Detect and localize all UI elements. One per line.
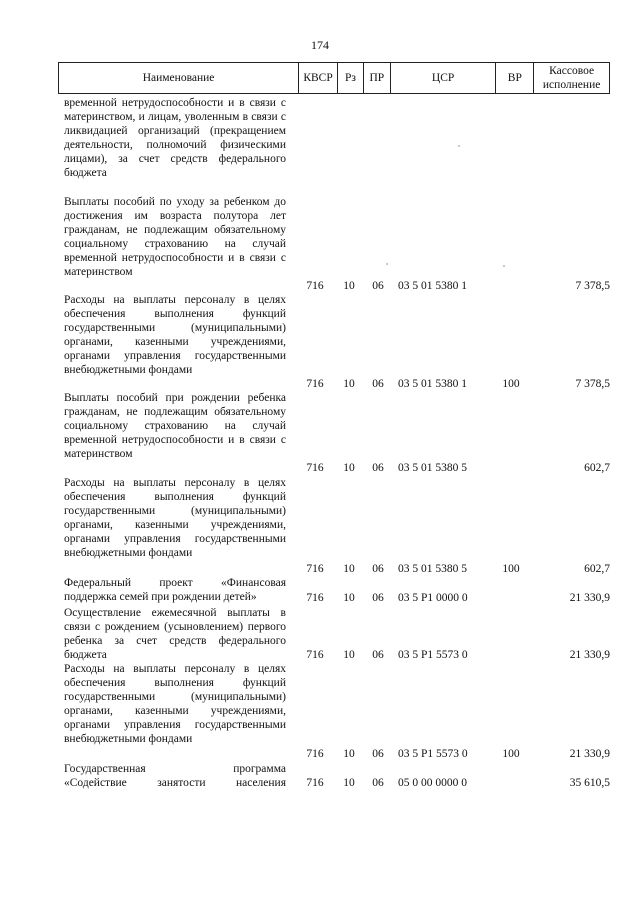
- scan-speck: [503, 265, 505, 267]
- table-cell-csr: 03 5 01 5380 5: [398, 462, 467, 474]
- table-cell-csr: 03 5 01 5380 1: [398, 280, 467, 292]
- table-cell-amount: 7 378,5: [575, 378, 610, 390]
- table-cell-pr: 06: [372, 592, 384, 604]
- table-cell-rz: 10: [343, 280, 355, 292]
- table-cell-csr: 03 5 01 5380 1: [398, 378, 467, 390]
- table-cell-rz: 10: [343, 592, 355, 604]
- table-cell-amount: 21 330,9: [569, 592, 610, 604]
- table-cell-amount: 7 378,5: [575, 280, 610, 292]
- table-cell-rz: 10: [343, 563, 355, 575]
- table-cell-csr: 03 5 P1 5573 0: [398, 748, 468, 760]
- table-cell-pr: 06: [372, 462, 384, 474]
- header-kvsr: КВСР: [298, 63, 337, 93]
- table-cell-pr: 06: [372, 280, 384, 292]
- table-cell-csr: 03 5 P1 5573 0: [398, 649, 468, 661]
- header-pr: ПР: [363, 63, 390, 93]
- table-cell-kvsr: 716: [306, 378, 324, 390]
- table-cell-csr: 05 0 00 0000 0: [398, 777, 467, 789]
- header-vr: ВР: [495, 63, 533, 93]
- page-number: 174: [311, 38, 329, 52]
- table-cell-amount: 602,7: [584, 462, 610, 474]
- table-cell-csr: 03 5 01 5380 5: [398, 563, 467, 575]
- table-cell-amount: 21 330,9: [569, 649, 610, 661]
- header-kass: Кассовое исполнение: [533, 63, 609, 93]
- header-name: Наименование: [142, 72, 215, 84]
- table-cell-kvsr: 716: [306, 462, 324, 474]
- table-cell-kvsr: 716: [306, 649, 324, 661]
- table-cell-amount: 602,7: [584, 563, 610, 575]
- table-cell-amount: 35 610,5: [569, 777, 610, 789]
- table-cell-pr: 06: [372, 748, 384, 760]
- table-cell-vr: 100: [502, 378, 520, 390]
- table-cell-rz: 10: [343, 462, 355, 474]
- table-cell-kvsr: 716: [306, 563, 324, 575]
- header-csr: ЦСР: [390, 63, 496, 93]
- table-cell-kvsr: 716: [306, 777, 324, 789]
- table-row-name: Выплаты пособий по уходу за ребенком до достижения им возраста полутора лет гражданам, не подлежащим обязательному социальному страхованию на случай временной нетрудоспособности и в связи с материнством: [64, 196, 286, 279]
- table-cell-pr: 06: [372, 649, 384, 661]
- table-cell-pr: 06: [372, 378, 384, 390]
- table-cell-rz: 10: [343, 378, 355, 390]
- header-rz: Рз: [337, 63, 363, 93]
- table-row-name: Расходы на выплаты персоналу в целях обеспечения выполнения функций государственными (муниципальными) органами, казенными учреждениями, органами управления государственными внебюджетными фондами: [64, 477, 286, 560]
- table-cell-amount: 21 330,9: [569, 748, 610, 760]
- table-cell-rz: 10: [343, 748, 355, 760]
- table-cell-vr: 100: [502, 748, 520, 760]
- table-cell-vr: 100: [502, 563, 520, 575]
- table-row-name: Осуществление ежемесячной выплаты в связи с рождением (усыновлением) первого ребенка за счет средств федерального бюджета: [64, 607, 286, 662]
- table-cell-pr: 06: [372, 777, 384, 789]
- table-cell-csr: 03 5 P1 0000 0: [398, 592, 468, 604]
- table-row-name: Государственная программа: [64, 763, 286, 775]
- table-row-name: Расходы на выплаты персоналу в целях обеспечения выполнения функций государственными (муниципальными) органами, казенными учреждениями, органами управления государственными внебюджетными фондами: [64, 663, 286, 746]
- table-row-name: временной нетрудоспособности и в связи с материнством, и лицам, уволенным в связи с ликвидацией организаций (прекращением деятельности, полномочий физическими лицами), за счет средств федерального бюджета: [64, 97, 286, 180]
- table-row-name: Расходы на выплаты персоналу в целях обеспечения выполнения функций государственными (муниципальными) органами, казенными учреждениями, органами управления государственными внебюджетными фондами: [64, 294, 286, 377]
- table-row-name: Федеральный проект «Финансовая поддержка семей при рождении детей»: [64, 577, 286, 604]
- table-cell-kvsr: 716: [306, 592, 324, 604]
- table-row-name: «Содействие занятости населения: [64, 777, 286, 789]
- table-cell-rz: 10: [343, 649, 355, 661]
- table-cell-pr: 06: [372, 563, 384, 575]
- table-cell-rz: 10: [343, 777, 355, 789]
- table-cell-kvsr: 716: [306, 748, 324, 760]
- table-cell-kvsr: 716: [306, 280, 324, 292]
- scan-speck: [458, 145, 460, 147]
- table-row-name: Выплаты пособий при рождении ребенка гражданам, не подлежащим обязательному социальному страхованию на случай временной нетрудоспособности и в связи с материнством: [64, 392, 286, 461]
- scan-speck: [386, 263, 388, 265]
- table-header: [58, 62, 610, 94]
